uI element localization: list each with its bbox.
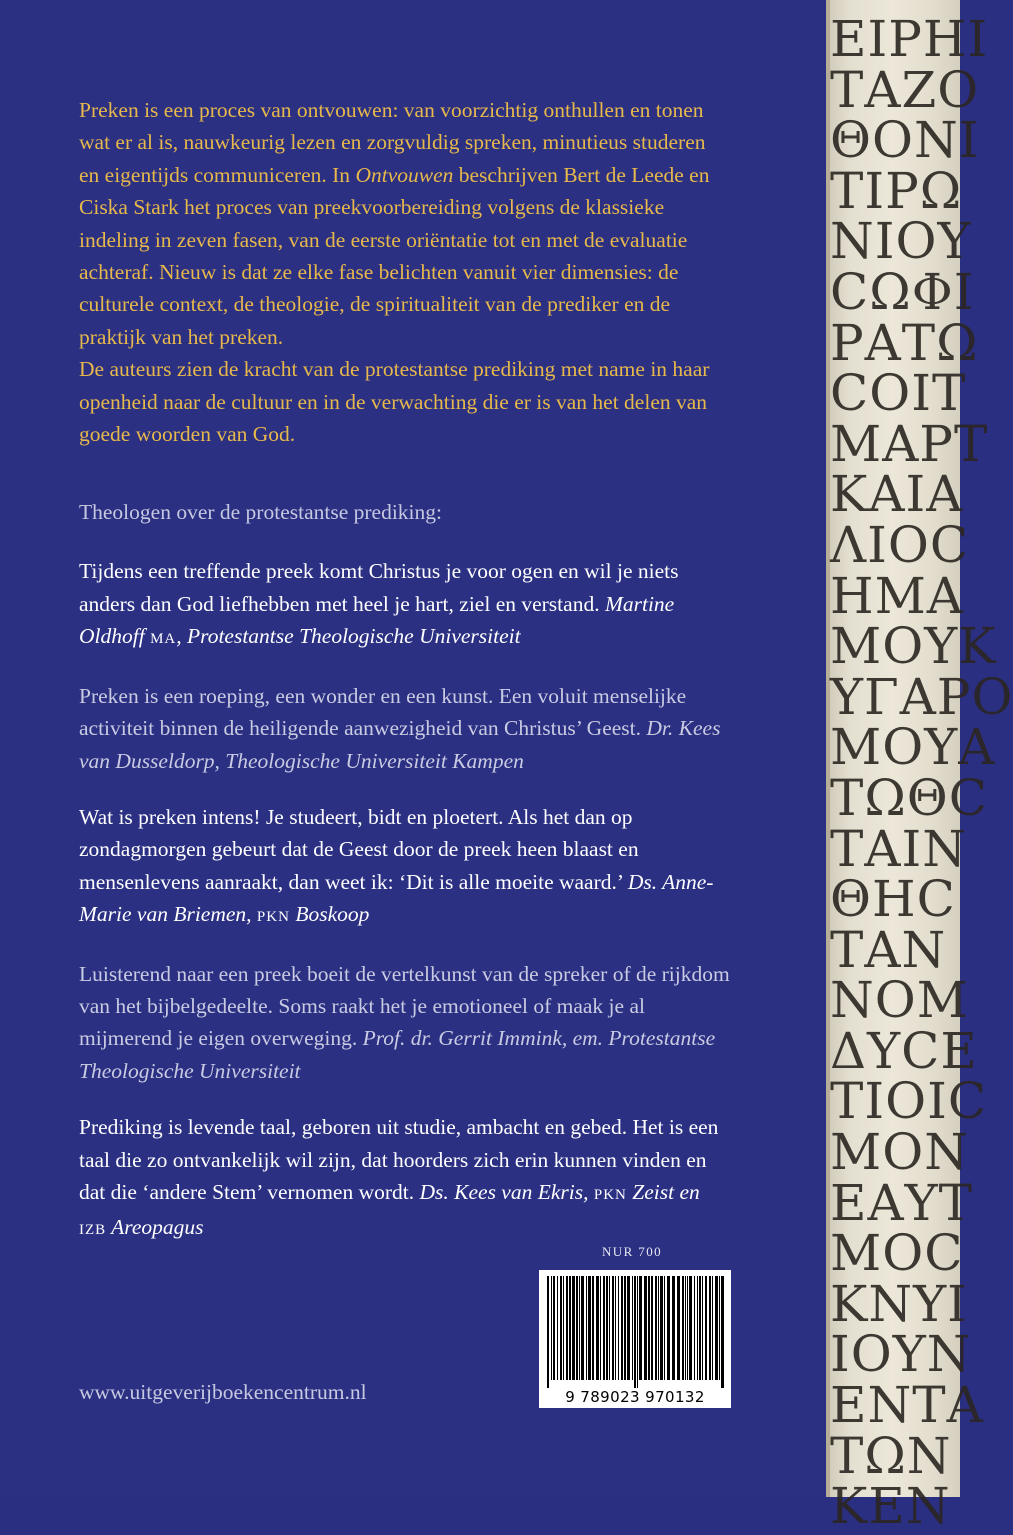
quote-author: Dr. Kees van Dusseldorp, Theologische Universiteit Kampen (79, 716, 721, 773)
barcode-bar (715, 1276, 718, 1380)
blurb (79, 94, 731, 450)
barcode-bar (553, 1276, 555, 1380)
barcode-bar (609, 1276, 610, 1380)
barcode-bar (677, 1276, 680, 1380)
manuscript-strip (826, 0, 1013, 1535)
barcode-bar (569, 1276, 571, 1380)
barcode-bar (624, 1276, 626, 1380)
back-cover-text (79, 94, 731, 1247)
barcode-bar (655, 1276, 657, 1380)
barcode-bar (603, 1276, 605, 1380)
blurb-paragraph-1: Preken is een proces van ontvouwen: van voorzichtig onthullen en tonen wat er al is, nauwkeurig lezen en zorgvuldig spreken, minutieus studeren en eigentijds communiceren. In Ontvouwen beschrijven Bert de Leede en Ciska Stark het proces van preekvoorbereiding volgens de klassieke indeling in zeven fasen, van de eerste oriëntatie tot en met de evaluatie achteraf. Nieuw is dat ze elke fase belichten vanuit vier dimensies: de culturele context, de theologie, de spiritualiteit van de prediker en de praktijk van het preken. (79, 98, 710, 349)
barcode-bar (579, 1276, 580, 1380)
barcode-bar (694, 1276, 695, 1380)
barcode-bar (689, 1276, 692, 1380)
quote-van-briemen: Wat is preken intens! Je studeert, bidt en ploetert. Als het dan op zondagmorgen gebeurt dat de Geest door de preek heen blaast en mensenlevens aanraakt, dan weet ik: ‘Dit is alle moeite waard.’ Ds. Anne-Marie van Briemen, PKN Boskoop (79, 804, 714, 927)
isbn-digits: 9 789023 970132 (539, 1388, 731, 1406)
manuscript-greek-text: ΕΙΡΗΙ ΤΑΖΟ ΘΟΝΙ ΤΙΡΩ ΝΙΟΥ ϹΩΦΙ ΡΑΤΩ ϹΟΙΤ ΜΑΡΤ ΚΑΙΑ ΛΙΟϹ ΗΜΑ ΜΟΥΚ ΥΓΑΡΟ ΜΟΥΑ ΤΩΘϹ ΤΑΙΝ ΘΗϹ ΤΑΝ ΝΟΜ ΔΥϹΕ ΤΙΟΙϹ ΜΟΝ ΕΑΥΤ ΜΟϹ ΚΝΥΙ ΙΟΥΝ ΕΝΤΑ ΤΩΝ ΚΕΝ (830, 10, 1013, 1535)
barcode-bar (592, 1276, 594, 1380)
quotes-intro: Theologen over de protestantse prediking: (79, 500, 443, 525)
barcode-bar (672, 1276, 675, 1380)
nur-code: NUR 700 (602, 1244, 662, 1259)
barcode-bar (563, 1276, 564, 1380)
quote-author: Ds. Anne-Marie van Briemen, PKN Boskoop (79, 869, 714, 927)
barcode-bar (719, 1276, 720, 1380)
quote-author: Ds. Kees van Ekris, PKN Zeist en IZB Areopagus (79, 1179, 700, 1240)
barcode-bar (576, 1276, 578, 1380)
barcode-bar (606, 1276, 608, 1380)
barcode-bar (600, 1276, 601, 1380)
barcode-bar (648, 1276, 650, 1380)
barcode-bar (560, 1276, 562, 1380)
barcode-bar (639, 1276, 642, 1380)
barcode-bar (697, 1276, 698, 1380)
barcode-bar (632, 1276, 633, 1380)
barcode-bar (660, 1276, 663, 1380)
barcode-bar (547, 1276, 549, 1388)
book-title-italic: Ontvouwen (355, 162, 454, 187)
barcode-bar (612, 1276, 614, 1380)
barcode-bar (557, 1276, 558, 1380)
quote-immink: Luisterend naar een preek boeit de vertelkunst van de spreker of de rijkdom van het bijbelgedeelte. Soms raakt het je emotioneel of maak je al mijmerend je eigen overweging. Prof. dr. Gerrit Immink, em. Protestantse Theologische Universiteit (79, 961, 730, 1083)
barcode-bar (687, 1276, 688, 1380)
quote-oldhoff: Tijdens een treffende preek komt Christus je voor ogen en wil je niets anders dan God liefhebben met heel je hart, ziel en verstand. Martine Oldhoff MA, Protestantse Theologische Universiteit (79, 559, 679, 649)
barcode-bar (586, 1276, 587, 1380)
blurb-paragraph-2: De auteurs zien de kracht van de protestantse prediking met name in haar openheid naar de cultuur en in de verwachting die er is van het delen van goede woorden van God. (79, 357, 710, 447)
publisher-website: www.uitgeverijboekencentrum.nl (79, 1380, 367, 1404)
barcode-bar (699, 1276, 701, 1380)
barcode-bar (596, 1276, 599, 1380)
quote-author: Martine Oldhoff MA, Protestantse Theologische Universiteit (79, 591, 675, 649)
barcode-bar (721, 1276, 724, 1388)
barcode-bar (664, 1276, 665, 1380)
quote-author: Prof. dr. Gerrit Immink, em. Protestantse Theologische Universiteit (79, 1026, 716, 1083)
barcode-bar (566, 1276, 568, 1380)
barcode-bar (651, 1276, 653, 1380)
barcode-bar (615, 1276, 616, 1380)
barcode-bar (618, 1276, 619, 1380)
barcode-bar (667, 1276, 670, 1380)
barcode-bar (685, 1276, 686, 1380)
barcode-bar (588, 1276, 591, 1380)
barcode-bar (709, 1276, 711, 1380)
barcode-bar (702, 1276, 703, 1380)
barcode-bar (712, 1276, 713, 1380)
barcode-bar (627, 1276, 630, 1380)
barcode-bar (572, 1276, 575, 1380)
barcode-bar (621, 1276, 623, 1380)
barcode-bar (682, 1276, 684, 1380)
barcode-bar (551, 1276, 552, 1380)
barcode-bar (634, 1276, 636, 1388)
barcode-bar (658, 1276, 659, 1380)
barcode-bar (644, 1276, 647, 1380)
quote-van-dusseldorp: Preken is een roeping, een wonder en een kunst. Een voluit menselijke activiteit binnen de heiligende aanwezigheid van Christus’ Geest. Dr. Kees van Dusseldorp, Theologische Universiteit Kampen (79, 683, 721, 773)
quote-van-ekris: Prediking is levende taal, geboren uit studie, ambacht en gebed. Het is een taal die zo ontvankelijk wil zijn, dat hoorders zich erin kunnen vinden en dat die ‘andere Stem’ vernomen wordt. Ds. Kees van Ekris, PKN Zeist en IZB Areopagus (79, 1115, 719, 1240)
isbn-barcode (539, 1270, 731, 1408)
barcode-bar (581, 1276, 584, 1380)
barcode-bar (705, 1276, 707, 1380)
barcode-bar (637, 1276, 638, 1388)
